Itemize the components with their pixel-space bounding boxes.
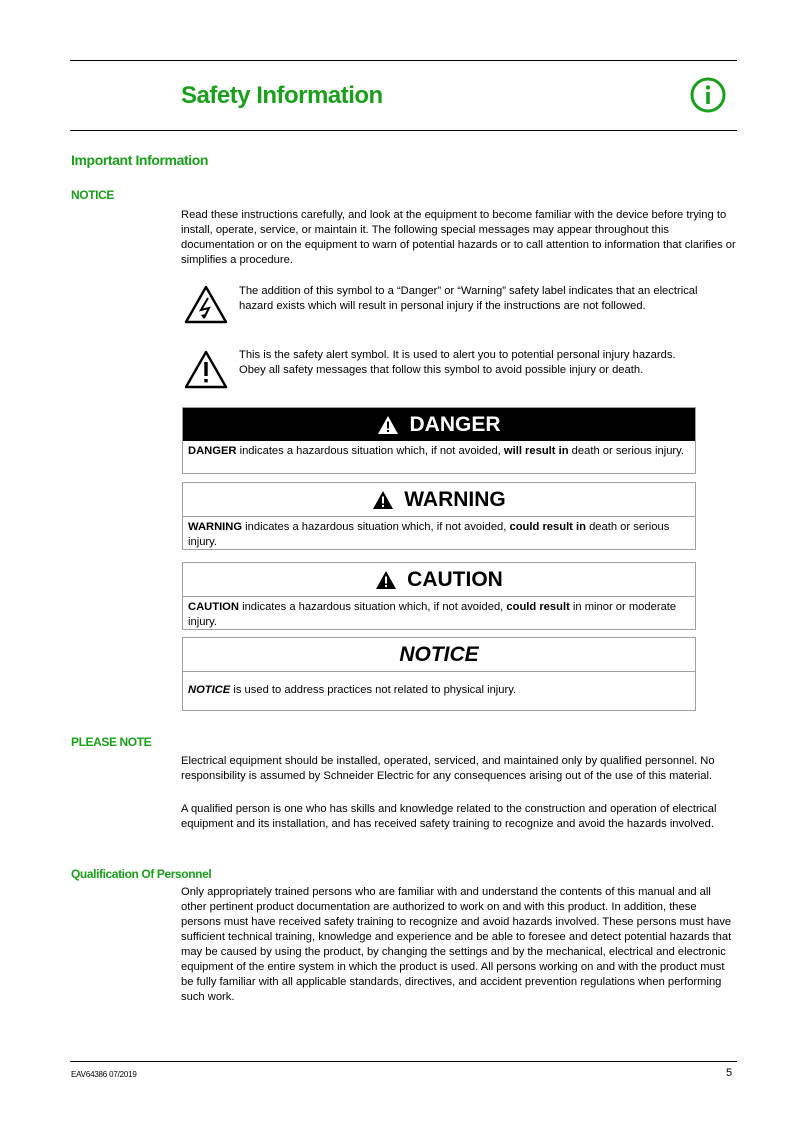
info-icon <box>690 77 726 113</box>
danger-title: DANGER <box>409 412 501 436</box>
safety-alert-icon <box>184 349 228 389</box>
notice-text: NOTICE is used to address practices not related to physical injury. <box>188 684 517 696</box>
warning-title: WARNING <box>404 487 506 511</box>
caution-box <box>182 562 696 630</box>
warning-header <box>183 483 695 517</box>
page-number: 5 <box>726 1067 733 1079</box>
notice-label: NOTICE <box>71 188 114 202</box>
please-note-p1: Electrical equipment should be installed, operated, serviced, and maintained only by qualified personnel. No responsibility is assumed by Schneider Electric for any consequences arising out of the use of this material. <box>181 755 715 782</box>
notice-intro: Read these instructions carefully, and look at the equipment to become familiar with the device before trying to install, operate, service, or maintain it. The following special messages may appear throughout this documentation or on the equipment to warn of potential hazards or to call attention to information that clarifies or simplifies a procedure. <box>181 209 736 266</box>
danger-box <box>182 407 696 474</box>
please-note-p2: A qualified person is one who has skills and knowledge related to the construction and operation of electrical equipment and its installation, and has received safety training to recognize and avoid the hazards involved. <box>181 803 717 830</box>
notice-title: NOTICE <box>399 642 479 666</box>
document-code: EAV64386 07/2019 <box>71 1070 137 1079</box>
alert-triangle-icon <box>372 490 394 510</box>
section-heading: Important Information <box>71 152 209 168</box>
notice-box <box>182 637 696 711</box>
alert-triangle-icon <box>375 570 397 590</box>
top-rule <box>70 60 737 61</box>
electrical-symbol-text: The addition of this symbol to a “Danger” or “Warning” safety label indicates that an electrical hazard exists which will result in personal injury if the instructions are not followed. <box>239 285 698 312</box>
caution-title: CAUTION <box>407 567 503 591</box>
header-rule <box>70 130 737 131</box>
caution-text: CAUTION indicates a hazardous situation which, if not avoided, could result in minor or moderate injury. <box>188 601 677 628</box>
warning-box <box>182 482 696 550</box>
qualification-p1: Only appropriately trained persons who are familiar with and understand the contents of this manual and all other pertinent product documentation are authorized to work on and with this product. In addition, these persons must have received safety training to recognize and avoid hazards involved. These persons must have sufficient technical training, knowledge and experience and be able to foresee and detect potential hazards that may be caused by using the product, by changing the settings and by the mechanical, electrical and electronic equipment of the entire system in which the product is used. All persons working on and with the product must be fully familiar with all applicable standards, directives, and accident prevention regulations when performing such work. <box>181 886 732 1003</box>
please-note-label: PLEASE NOTE <box>71 735 152 749</box>
page-title: Safety Information <box>181 82 383 109</box>
caution-header <box>183 563 695 597</box>
footer-rule <box>70 1061 737 1062</box>
qualification-label: Qualification Of Personnel <box>71 867 212 881</box>
danger-text: DANGER indicates a hazardous situation which, if not avoided, will result in death or serious injury. <box>188 445 685 457</box>
alert-triangle-icon <box>377 415 399 435</box>
notice-header <box>183 638 695 672</box>
danger-header <box>183 408 695 441</box>
electrical-hazard-icon <box>184 284 228 324</box>
warning-text: WARNING indicates a hazardous situation which, if not avoided, could result in death or serious injury. <box>188 521 670 548</box>
alert-symbol-text: This is the safety alert symbol. It is used to alert you to potential personal injury hazards. Obey all safety messages that follow this symbol to avoid possible injury or death. <box>239 349 676 376</box>
